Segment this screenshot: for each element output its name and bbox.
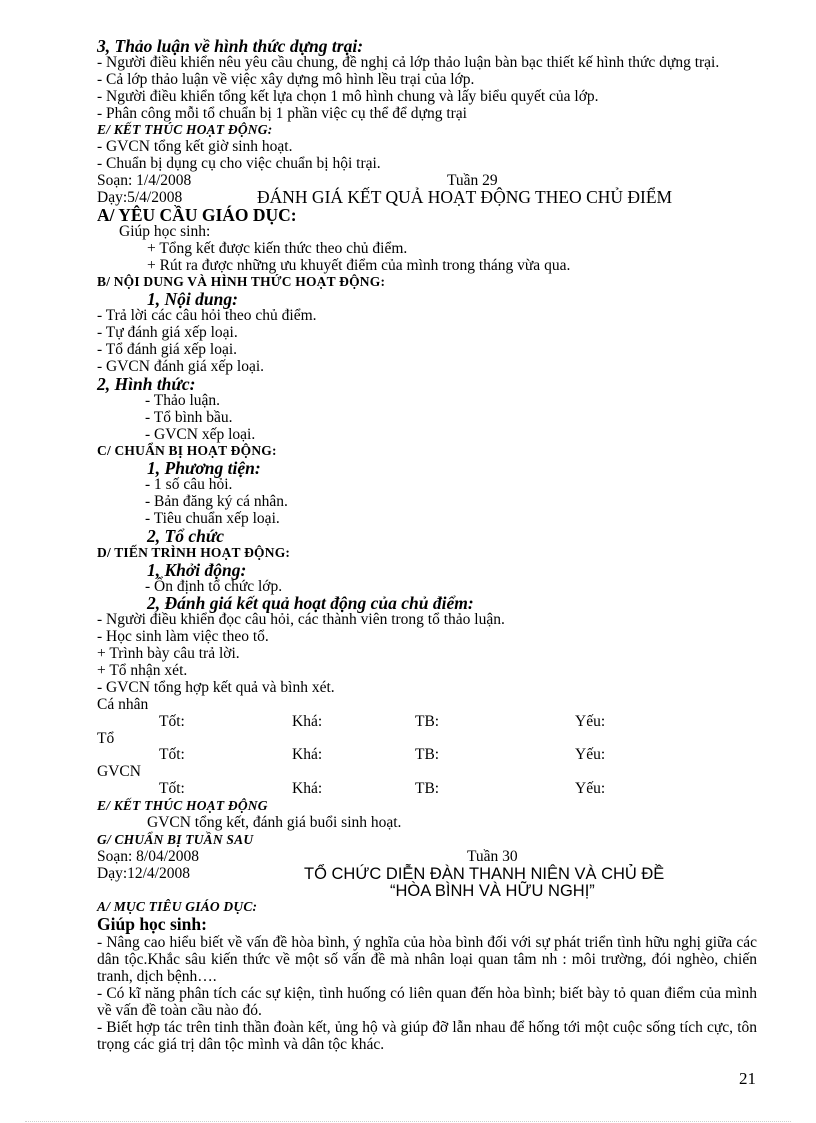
week-29-soan: Soạn: 1/4/2008 bbox=[97, 172, 192, 190]
c-line-2: - Bản đăng ký cá nhân. bbox=[145, 493, 288, 511]
week-30-day: Dạy:12/4/2008 bbox=[97, 864, 190, 882]
a2-para-2: - Có kĩ năng phân tích các sự kiện, tình huống có liên quan đến hòa bình; biết bày tỏ quan điểm của mình về vấn đề toàn cầu nào đó. bbox=[97, 984, 757, 1019]
c-line-3: - Tiêu chuẩn xếp loại. bbox=[145, 509, 280, 527]
week-30-title-2: “HÒA BÌNH VÀ HỮU NGHỊ” bbox=[390, 881, 595, 900]
section-a2-heading: A/ MỤC TIÊU GIÁO DỤC: bbox=[97, 899, 258, 915]
week-30-soan: Soạn: 8/04/2008 bbox=[97, 847, 200, 865]
c-subheading-2: 2, Tổ chức bbox=[147, 525, 225, 546]
week-29-number: Tuần 29 bbox=[447, 172, 498, 190]
d-subheading-2: 2, Đánh giá kết quả hoạt động của chủ điểm: bbox=[147, 593, 474, 614]
footer-divider bbox=[25, 1121, 791, 1122]
grade-row-to bbox=[97, 747, 757, 764]
grade-row-ca-nhan bbox=[97, 714, 757, 731]
week-29-day: Dạy:5/4/2008 bbox=[97, 189, 183, 207]
grade-yeu: Yếu: bbox=[575, 746, 606, 764]
b-line-5: - Thảo luận. bbox=[145, 391, 221, 409]
a-line-1: Giúp học sinh: bbox=[119, 222, 211, 240]
document-page bbox=[97, 38, 757, 1054]
grade-yeu: Yếu: bbox=[575, 780, 606, 798]
b-line-6: - Tổ bình bầu. bbox=[145, 408, 233, 426]
grade-tb: TB: bbox=[415, 746, 440, 764]
page-number: 21 bbox=[739, 1069, 756, 1088]
section-a-heading: A/ YÊU CẦU GIÁO DỤC: bbox=[97, 204, 297, 225]
grade-tb: TB: bbox=[415, 712, 440, 730]
grade-label-gvcn: GVCN bbox=[97, 763, 141, 781]
grade-tot: Tốt: bbox=[159, 780, 185, 798]
b-line-1: - Trả lời các câu hỏi theo chủ điểm. bbox=[97, 307, 317, 325]
c-subheading-1: 1, Phương tiện: bbox=[147, 458, 261, 479]
week-29-title: ĐÁNH GIÁ KẾT QUẢ HOẠT ĐỘNG THEO CHỦ ĐIỂM bbox=[257, 187, 673, 208]
a2-para-1: - Nâng cao hiểu biết về vấn đề hòa bình, ý nghĩa của hòa bình đối với sự phát triển tình hữu nghị giữa các dân tộc.Khắc sâu kiến thức về một số vấn đề mà nhân loại quan tâm nh : môi trường, đói nghèo, chiến tranh, dịch bệnh…. bbox=[97, 934, 757, 986]
week-30-title-row-2 bbox=[97, 883, 757, 900]
grade-label-ca-nhan: Cá nhân bbox=[97, 695, 149, 713]
s3-line-3: - Người điều khiển tổng kết lựa chọn 1 mô hình chung và lấy biểu quyết của lớp. bbox=[97, 87, 599, 105]
s3-line-1: - Người điều khiển nêu yêu cầu chung, đề nghị cả lớp thảo luận bàn bạc thiết kế hình thức dựng trại. bbox=[97, 53, 720, 71]
d-line-4: + Trình bày câu trả lời. bbox=[97, 645, 240, 663]
b-line-2: - Tự đánh giá xếp loại. bbox=[97, 324, 238, 342]
grade-tot: Tốt: bbox=[159, 746, 185, 764]
grade-kha: Khá: bbox=[292, 780, 323, 798]
s3-line-4: - Phân công mỗi tổ chuẩn bị 1 phần việc cụ thể để dựng trại bbox=[97, 104, 467, 122]
section-3-title: 3, Thảo luận về hình thức dựng trại: bbox=[97, 36, 364, 56]
section-g-heading: G/ CHUẨN BỊ TUẦN SAU bbox=[97, 831, 254, 847]
a2-subheading: Giúp học sinh: bbox=[97, 914, 207, 935]
b-subheading-2: 2, Hình thức: bbox=[97, 373, 196, 394]
d-line-2: - Người điều khiển đọc câu hỏi, các thành viên trong tổ thảo luận. bbox=[97, 611, 505, 629]
section-e-heading: E/ KẾT THÚC HOẠT ĐỘNG: bbox=[97, 122, 273, 138]
grade-kha: Khá: bbox=[292, 712, 323, 730]
week-30-soan-row bbox=[97, 849, 757, 866]
a-line-2: + Tổng kết được kiến thức theo chủ điểm. bbox=[147, 239, 408, 257]
grade-tb: TB: bbox=[415, 780, 440, 798]
e1-line-1: - GVCN tổng kết giờ sinh hoạt. bbox=[97, 138, 293, 156]
b-line-3: - Tổ đánh giá xếp loại. bbox=[97, 341, 238, 359]
section-e2-heading: E/ KẾT THÚC HOẠT ĐỘNG bbox=[97, 798, 268, 814]
section-d-heading: D/ TIẾN TRÌNH HOẠT ĐỘNG: bbox=[97, 544, 291, 560]
b-line-7: - GVCN xếp loại. bbox=[145, 425, 256, 443]
week-30-day-row bbox=[97, 866, 757, 883]
c-line-1: - 1 số câu hỏi. bbox=[145, 476, 233, 494]
b-subheading-1: 1, Nội dung: bbox=[147, 289, 238, 310]
a2-para-3: - Biết hợp tác trên tinh thần đoàn kết, ủng hộ và giúp đỡ lẫn nhau để hống tới một cuộc sống tích cực, tôn trọng các giá trị dân tộc mình và dân tộc khác. bbox=[97, 1018, 757, 1053]
grade-label-to: Tổ bbox=[97, 729, 115, 747]
week-30-number: Tuần 30 bbox=[467, 847, 518, 865]
d-line-6: - GVCN tổng hợp kết quả và bình xét. bbox=[97, 678, 335, 696]
d-line-3: - Học sinh làm việc theo tổ. bbox=[97, 628, 269, 646]
section-c-heading: C/ CHUẨN BỊ HOẠT ĐỘNG: bbox=[97, 443, 277, 459]
d-line-5: + Tổ nhận xét. bbox=[97, 661, 188, 679]
d-line-1: - Ổn định tổ chức lớp. bbox=[145, 577, 283, 595]
d-subheading-1: 1, Khởi động: bbox=[147, 559, 247, 580]
grade-tot: Tốt: bbox=[159, 712, 185, 730]
grade-row-gvcn bbox=[97, 781, 757, 798]
week-30-title-1: TỔ CHỨC DIỄN ĐÀN THANH NIÊN VÀ CHỦ ĐỀ bbox=[304, 864, 665, 883]
grade-kha: Khá: bbox=[292, 746, 323, 764]
s3-line-2: - Cả lớp thảo luận về việc xây dựng mô hình lều trại của lớp. bbox=[97, 70, 475, 88]
e2-line-1: GVCN tổng kết, đánh giá buổi sinh hoạt. bbox=[147, 813, 402, 831]
section-b-heading: B/ NỘI DUNG VÀ HÌNH THỨC HOẠT ĐỘNG: bbox=[97, 274, 386, 290]
grade-yeu: Yếu: bbox=[575, 712, 606, 730]
b-line-4: - GVCN đánh giá xếp loại. bbox=[97, 357, 265, 375]
e1-line-2: - Chuẩn bị dụng cụ cho việc chuẩn bị hội trại. bbox=[97, 155, 381, 173]
a-line-3: + Rút ra được những ưu khuyết điểm của mình trong tháng vừa qua. bbox=[147, 256, 571, 274]
